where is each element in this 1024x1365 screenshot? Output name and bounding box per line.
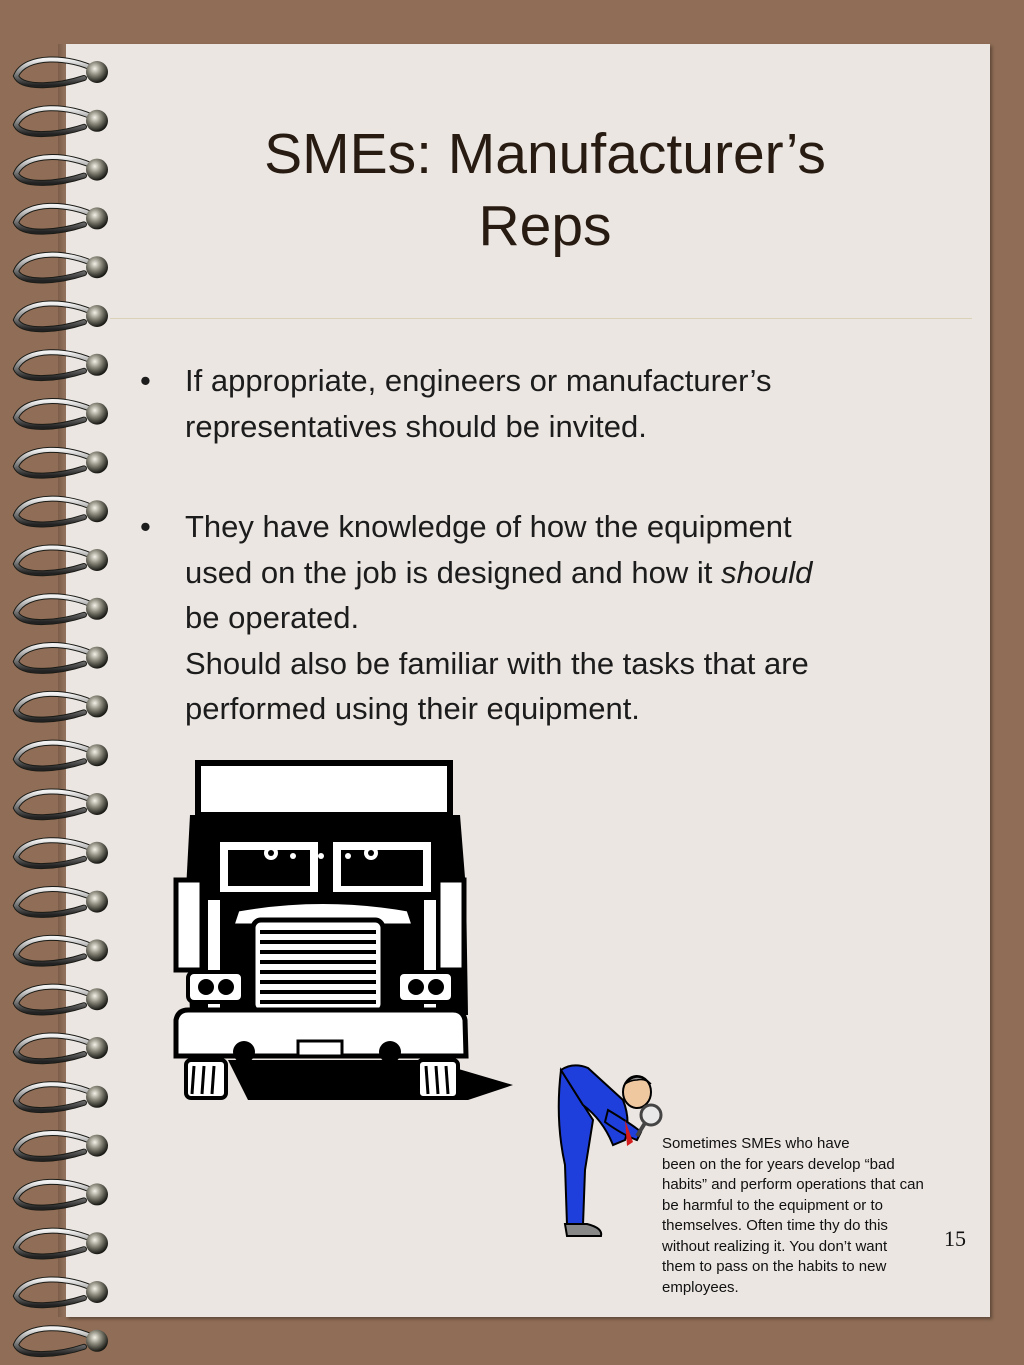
- spiral-ring-icon: [16, 1182, 108, 1208]
- bullet-line: If appropriate, engineers or manufacturer’s: [185, 363, 772, 398]
- emphasis-should: should: [721, 554, 813, 590]
- spiral-ring-icon: [16, 1328, 108, 1354]
- spiral-ring-icon: [16, 987, 108, 1013]
- bullet-text: [185, 504, 975, 732]
- spiral-ring-icon: [16, 59, 108, 85]
- title-line-2: Reps: [478, 194, 612, 258]
- bullet-line: [185, 550, 975, 596]
- spiral-ring-icon: [16, 645, 108, 671]
- spiral-ring-icon: [16, 1133, 108, 1159]
- title-line-1: SMEs: Manufacturer’s: [264, 122, 826, 186]
- spiral-ring-icon: [16, 840, 108, 866]
- spiral-ring-icon: [16, 303, 108, 329]
- bullet-line: be operated.: [185, 600, 360, 635]
- bullet-text-run: used on the job is designed and how it: [185, 554, 721, 590]
- bullet-line: representatives should be invited.: [185, 408, 647, 444]
- spiral-binding-icon: [0, 0, 130, 1365]
- slide-title: [120, 118, 970, 262]
- spiral-ring-icon: [16, 1084, 108, 1110]
- spiral-ring-icon: [16, 499, 108, 525]
- bullet-marker: •: [140, 509, 151, 544]
- caption-line: be harmful to the equipment or to: [662, 1196, 883, 1214]
- page-number: 15: [944, 1226, 966, 1251]
- spiral-ring-icon: [16, 791, 108, 817]
- caption-line: Sometimes SMEs who have: [662, 1135, 850, 1152]
- bullet-marker: •: [140, 363, 151, 398]
- spiral-ring-icon: [16, 352, 108, 378]
- caption-line: themselves. Often time thy do this: [662, 1217, 888, 1234]
- bullet-line: They have knowledge of how the equipment: [185, 509, 792, 544]
- bullet-text: [185, 358, 975, 449]
- spiral-ring-icon: [16, 1279, 108, 1305]
- man-with-magnifying-glass-icon: [553, 1060, 663, 1245]
- spiral-ring-icon: [16, 938, 108, 964]
- spiral-ring-icon: [16, 694, 108, 720]
- caption-line: habits” and perform operations that can: [662, 1176, 924, 1193]
- caption-note: [662, 1134, 967, 1298]
- caption-line: employees.: [662, 1278, 739, 1296]
- spiral-ring-icon: [16, 450, 108, 476]
- spiral-ring-icon: [16, 547, 108, 573]
- spiral-ring-icon: [16, 401, 108, 427]
- spiral-ring-icon: [16, 743, 108, 769]
- spiral-ring-icon: [16, 1035, 108, 1061]
- truck-icon: [168, 760, 513, 1105]
- bullet-line: performed using their equipment.: [185, 691, 640, 726]
- spiral-ring-icon: [16, 1231, 108, 1257]
- caption-line: been on the for years develop “bad: [662, 1155, 895, 1173]
- caption-line: them to pass on the habits to new: [662, 1258, 887, 1275]
- spiral-ring-icon: [16, 889, 108, 915]
- spiral-ring-icon: [16, 255, 108, 281]
- title-divider: [110, 318, 972, 319]
- spiral-ring-icon: [16, 206, 108, 232]
- spiral-ring-icon: [16, 596, 108, 622]
- spiral-ring-icon: [16, 108, 108, 134]
- spiral-ring-icon: [16, 157, 108, 183]
- bullet-line: Should also be familiar with the tasks that are: [185, 645, 809, 681]
- caption-line: without realizing it. You don’t want: [662, 1237, 888, 1255]
